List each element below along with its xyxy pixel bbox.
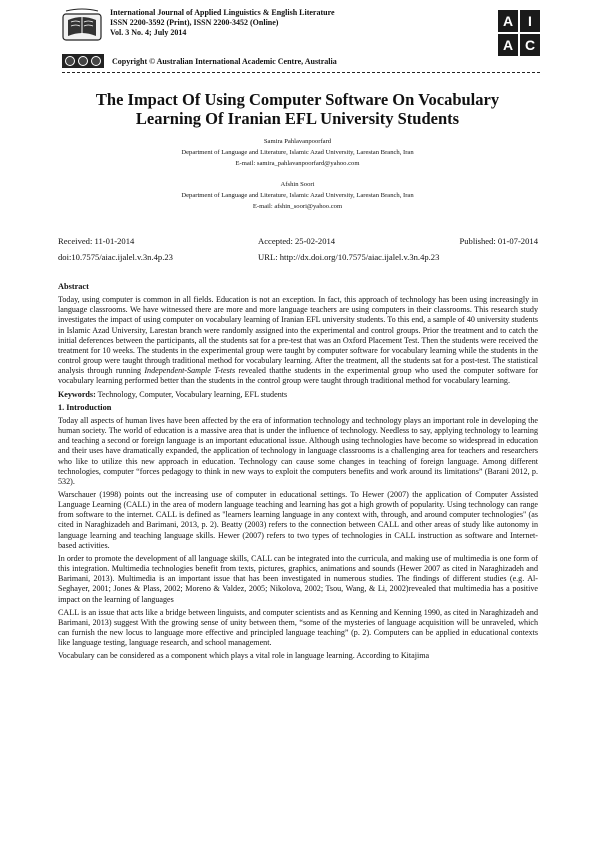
aiac-logo xyxy=(498,10,540,56)
journal-emblem-icon xyxy=(62,8,102,44)
logo-letter: A xyxy=(498,10,518,32)
introduction-heading: 1. Introduction xyxy=(58,402,112,412)
journal-info xyxy=(110,8,335,38)
doi-text: doi:10.7575/aiac.ijalel.v.3n.4p.23 xyxy=(58,252,173,262)
journal-name: International Journal of Applied Linguistics & English Literature xyxy=(110,8,335,17)
author-name: Afshin Soori xyxy=(280,181,315,188)
keywords: Keywords: Technology, Computer, Vocabulary learning, EFL students xyxy=(58,389,288,399)
received-date: Received: 11-01-2014 xyxy=(58,236,135,246)
copyright-text: Copyright © Australian International Academic Centre, Australia xyxy=(112,56,337,66)
journal-issn: ISSN 2200-3592 (Print), ISSN 2200-3452 (Online) xyxy=(110,18,279,27)
abstract-text: Today, using computer is common in all fields. Education is not an exception. In fact, this approach of technology has been using increasingly in language classrooms. We have witnessed there are more and more language teachers are using computers in their classrooms. This research study investigates the impact of using computer on vocabulary learning of Iranian EFL university students. To this end, a sample of 40 university students in Islamic Azad University, Larestan branch were randomly assigned into the experimental and control groups. Prior the treatment and to catch the initial deferences between the participants, all the students sat for a pre-test that was an Oxford Placement Test. Then the students were received the treatment for 10 weeks. The students in the experimental group were taught by computer software for vocabulary learning while the students in the control group were taught through traditional method for vocabulary learning. After the treatment, all the students sat for a post-test. The statistical analysis through running Independent-Sample T-tests revealed thatthe students in the experimental group who used the computer software for vocabulary learning performed better than the students in the control group were taught through traditional method for vocabulary learning. xyxy=(58,295,538,386)
intro-paragraph: Vocabulary can be considered as a component which plays a vital role in language learning. According to Kitajima xyxy=(58,651,430,661)
journal-volume: Vol. 3 No. 4; July 2014 xyxy=(110,28,187,37)
paper-title xyxy=(40,90,555,128)
creative-commons-icon xyxy=(62,54,104,68)
abstract-heading: Abstract xyxy=(58,282,89,291)
intro-paragraph: CALL is an issue that acts like a bridge between linguists, and computer scientists and as Kenning and Kenning 1990, as cited in Naraghizadeh and Barimani, 2013) suggest With the growing sense of unity between them, “some of the mysteries of language acquisition will be unraveled, which can furnish the new locus to language more effective and principled language teaching” (p. 2). Computers can be applied in educational contexts like language testing, language research, and school management. xyxy=(58,607,538,648)
intro-paragraph: In order to promote the development of all language skills, CALL can be integrated into the curricula, and making use of multimedia is one form of this integration. Multimedia technologies benefit from texts, pictures, graphics, animations and sounds (Hewer 2007 as cited in Naraghizadeh and Barimani, 2013). Multimedia is an important issue that has been investigated in numerous studies. The findings of different studies (e.g. Al-Seghayer, 2001; Jones & Plass, 2002; Moreno & Valdez, 2005; Nikolova, 2002; Tsou, Wang, & Li, 2002)revealed that multimedia has a positive impact on the learning of languages xyxy=(58,553,538,604)
accepted-date: Accepted: 25-02-2014 xyxy=(258,236,336,246)
published-date: Published: 01-07-2014 xyxy=(459,236,538,246)
doi-url-link[interactable]: URL: http://dx.doi.org/10.7575/aiac.ijalel.v.3n.4p.23 xyxy=(258,252,440,262)
journal-header xyxy=(62,6,540,76)
copyright-row xyxy=(62,54,337,68)
logo-letter: I xyxy=(520,10,540,32)
title-line-1: The Impact Of Using Computer Software On Vocabulary xyxy=(95,90,500,109)
author-email[interactable]: E-mail: samira_pahlavanpoorfard@yahoo.com xyxy=(235,160,360,167)
intro-paragraph: Today all aspects of human lives have been affected by the era of information technology and technology plays an important role in developing the human society. The world of education is a massive area that is under the influence of technology. Needless to say, applying technology to learning and teaching a second or foreign language is an important educational issue. Although using technologies have become so widespread in education and their uses have dramatically expanded, the application of technology in language classrooms is a challenging area for teachers and researchers who like to utilize this new approach in education. Technology can cause some changes in teaching of foreign language. Among different technologies, computer “forces pedagogy to think in new ways to exploit the computers benefits and work around its limitations” (Barani 2012, p. 532). xyxy=(58,415,538,486)
author-email[interactable]: E-mail: afshin_soori@yahoo.com xyxy=(252,203,343,210)
logo-letter: C xyxy=(520,34,540,56)
title-line-2: Learning Of Iranian EFL University Students xyxy=(135,109,460,128)
author-name: Samira Pahlavanpoorfard xyxy=(263,138,332,145)
author-affiliation: Department of Language and Literature, Islamic Azad University, Larestan Branch, Iran xyxy=(181,192,414,199)
article-body xyxy=(58,282,538,664)
intro-paragraph: Warschauer (1998) points out the increasing use of computer in educational settings. To Hewer (2007) the application of Computer Assisted Language Learning (CALL) in the area of modern language teaching and learning has got a high growth of popularity. Using technology can range from software to the internet. CALL is defined as "learners learning language in any context with, through, and around computer technologies" (as cited in Naraghizadeh and Barimani, 2013, p. 2). Beatty (2003) refers to the connection between CALL and other areas of study like autonomy in language learning and teaching language skills. Hewer (2007) refers to two types of technologies in CALL instruction as software and Internet-based activities. xyxy=(58,489,538,550)
header-divider xyxy=(62,72,540,73)
author-block xyxy=(40,136,555,212)
logo-letter: A xyxy=(498,34,518,56)
author-affiliation: Department of Language and Literature, Islamic Azad University, Larestan Branch, Iran xyxy=(181,149,414,156)
